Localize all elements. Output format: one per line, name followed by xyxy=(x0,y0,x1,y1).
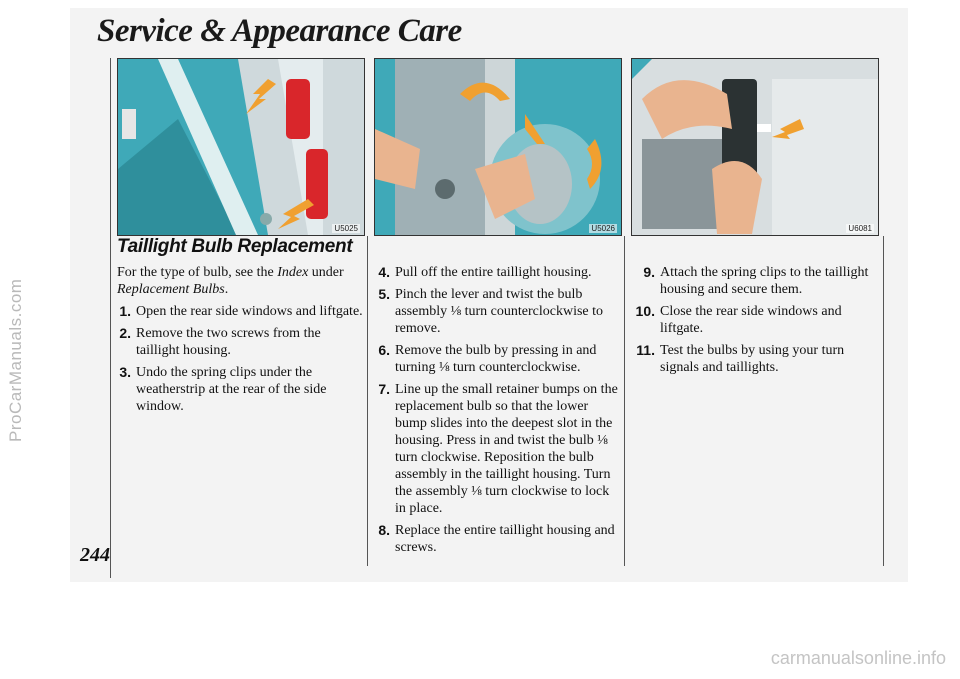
step-text: Undo the spring clips under the weatherstrip at the rear of the side window. xyxy=(136,365,327,414)
step-item xyxy=(376,264,620,281)
side-watermark: ProCarManuals.com xyxy=(6,278,25,442)
step-item xyxy=(633,264,877,298)
step-number: 11. xyxy=(636,342,655,358)
intro-text: under xyxy=(308,265,344,280)
taillight-liftgate-photo-icon xyxy=(118,59,364,235)
figure-code: U5025 xyxy=(334,224,358,233)
step-text: Line up the small retainer bumps on the replacement bulb so that the lower bump slides into the deepest slot in the housing. Press in and twist the bulb ⅛ turn clockwise. Reposition the bulb assembly in the taillight housing. Turn the assembly ⅛ turn clockwise to lock in place. xyxy=(395,382,618,516)
spring-clip-photo-icon xyxy=(632,59,878,235)
step-item xyxy=(376,286,620,337)
column-rule-3 xyxy=(883,236,884,566)
intro-paragraph xyxy=(117,264,363,298)
step-number: 2. xyxy=(119,325,131,341)
intro-text: For the type of bulb, see the xyxy=(117,265,278,280)
step-text: Pull off the entire taillight housing. xyxy=(395,265,592,280)
left-margin-rule xyxy=(110,58,111,578)
page-number: 244 xyxy=(80,544,110,566)
step-text: Attach the spring clips to the taillight housing and secure them. xyxy=(660,265,869,297)
column-2 xyxy=(376,264,620,561)
figure-spring-clip xyxy=(631,58,879,236)
figure-taillight-liftgate xyxy=(117,58,365,236)
step-text: Open the rear side windows and liftgate. xyxy=(136,304,363,319)
step-number: 8. xyxy=(378,522,390,538)
column-rule-1 xyxy=(367,236,368,566)
step-number: 4. xyxy=(378,264,390,280)
step-text: Close the rear side windows and liftgate. xyxy=(660,304,842,336)
figure-bulb-assembly xyxy=(374,58,622,236)
step-text: Replace the entire taillight housing and screws. xyxy=(395,523,615,555)
intro-text: . xyxy=(224,282,229,297)
step-number: 3. xyxy=(119,364,131,380)
step-item xyxy=(117,325,363,359)
step-text: Remove the bulb by pressing in and turning ⅛ turn counterclockwise. xyxy=(395,343,597,375)
figure-code: U5026 xyxy=(591,224,615,233)
step-item xyxy=(633,303,877,337)
step-item xyxy=(117,364,363,415)
page-title: Service & Appearance Care xyxy=(97,13,462,49)
step-number: 1. xyxy=(119,303,131,319)
step-item xyxy=(117,303,363,320)
step-number: 7. xyxy=(378,381,390,397)
figure-code: U6081 xyxy=(848,224,872,233)
step-item xyxy=(376,381,620,517)
intro-reference: Replacement Bulbs xyxy=(117,282,225,297)
step-item xyxy=(633,342,877,376)
step-number: 9. xyxy=(643,264,655,280)
intro-index-word: Index xyxy=(277,265,309,280)
section-heading: Taillight Bulb Replacement xyxy=(117,236,353,257)
step-text: Test the bulbs by using your turn signals and taillights. xyxy=(660,343,845,375)
column-rule-2 xyxy=(624,236,625,566)
bottom-watermark: carmanualsonline.info xyxy=(770,648,946,668)
step-number: 5. xyxy=(378,286,390,302)
step-number: 6. xyxy=(378,342,390,358)
step-text: Remove the two screws from the taillight housing. xyxy=(136,326,321,358)
step-text: Pinch the lever and twist the bulb assembly ⅛ turn counterclockwise to remove. xyxy=(395,287,604,336)
step-item xyxy=(376,342,620,376)
column-3 xyxy=(633,264,877,381)
bulb-assembly-photo-icon xyxy=(375,59,621,235)
step-item xyxy=(376,522,620,556)
column-1 xyxy=(117,264,363,420)
step-number: 10. xyxy=(635,303,655,319)
